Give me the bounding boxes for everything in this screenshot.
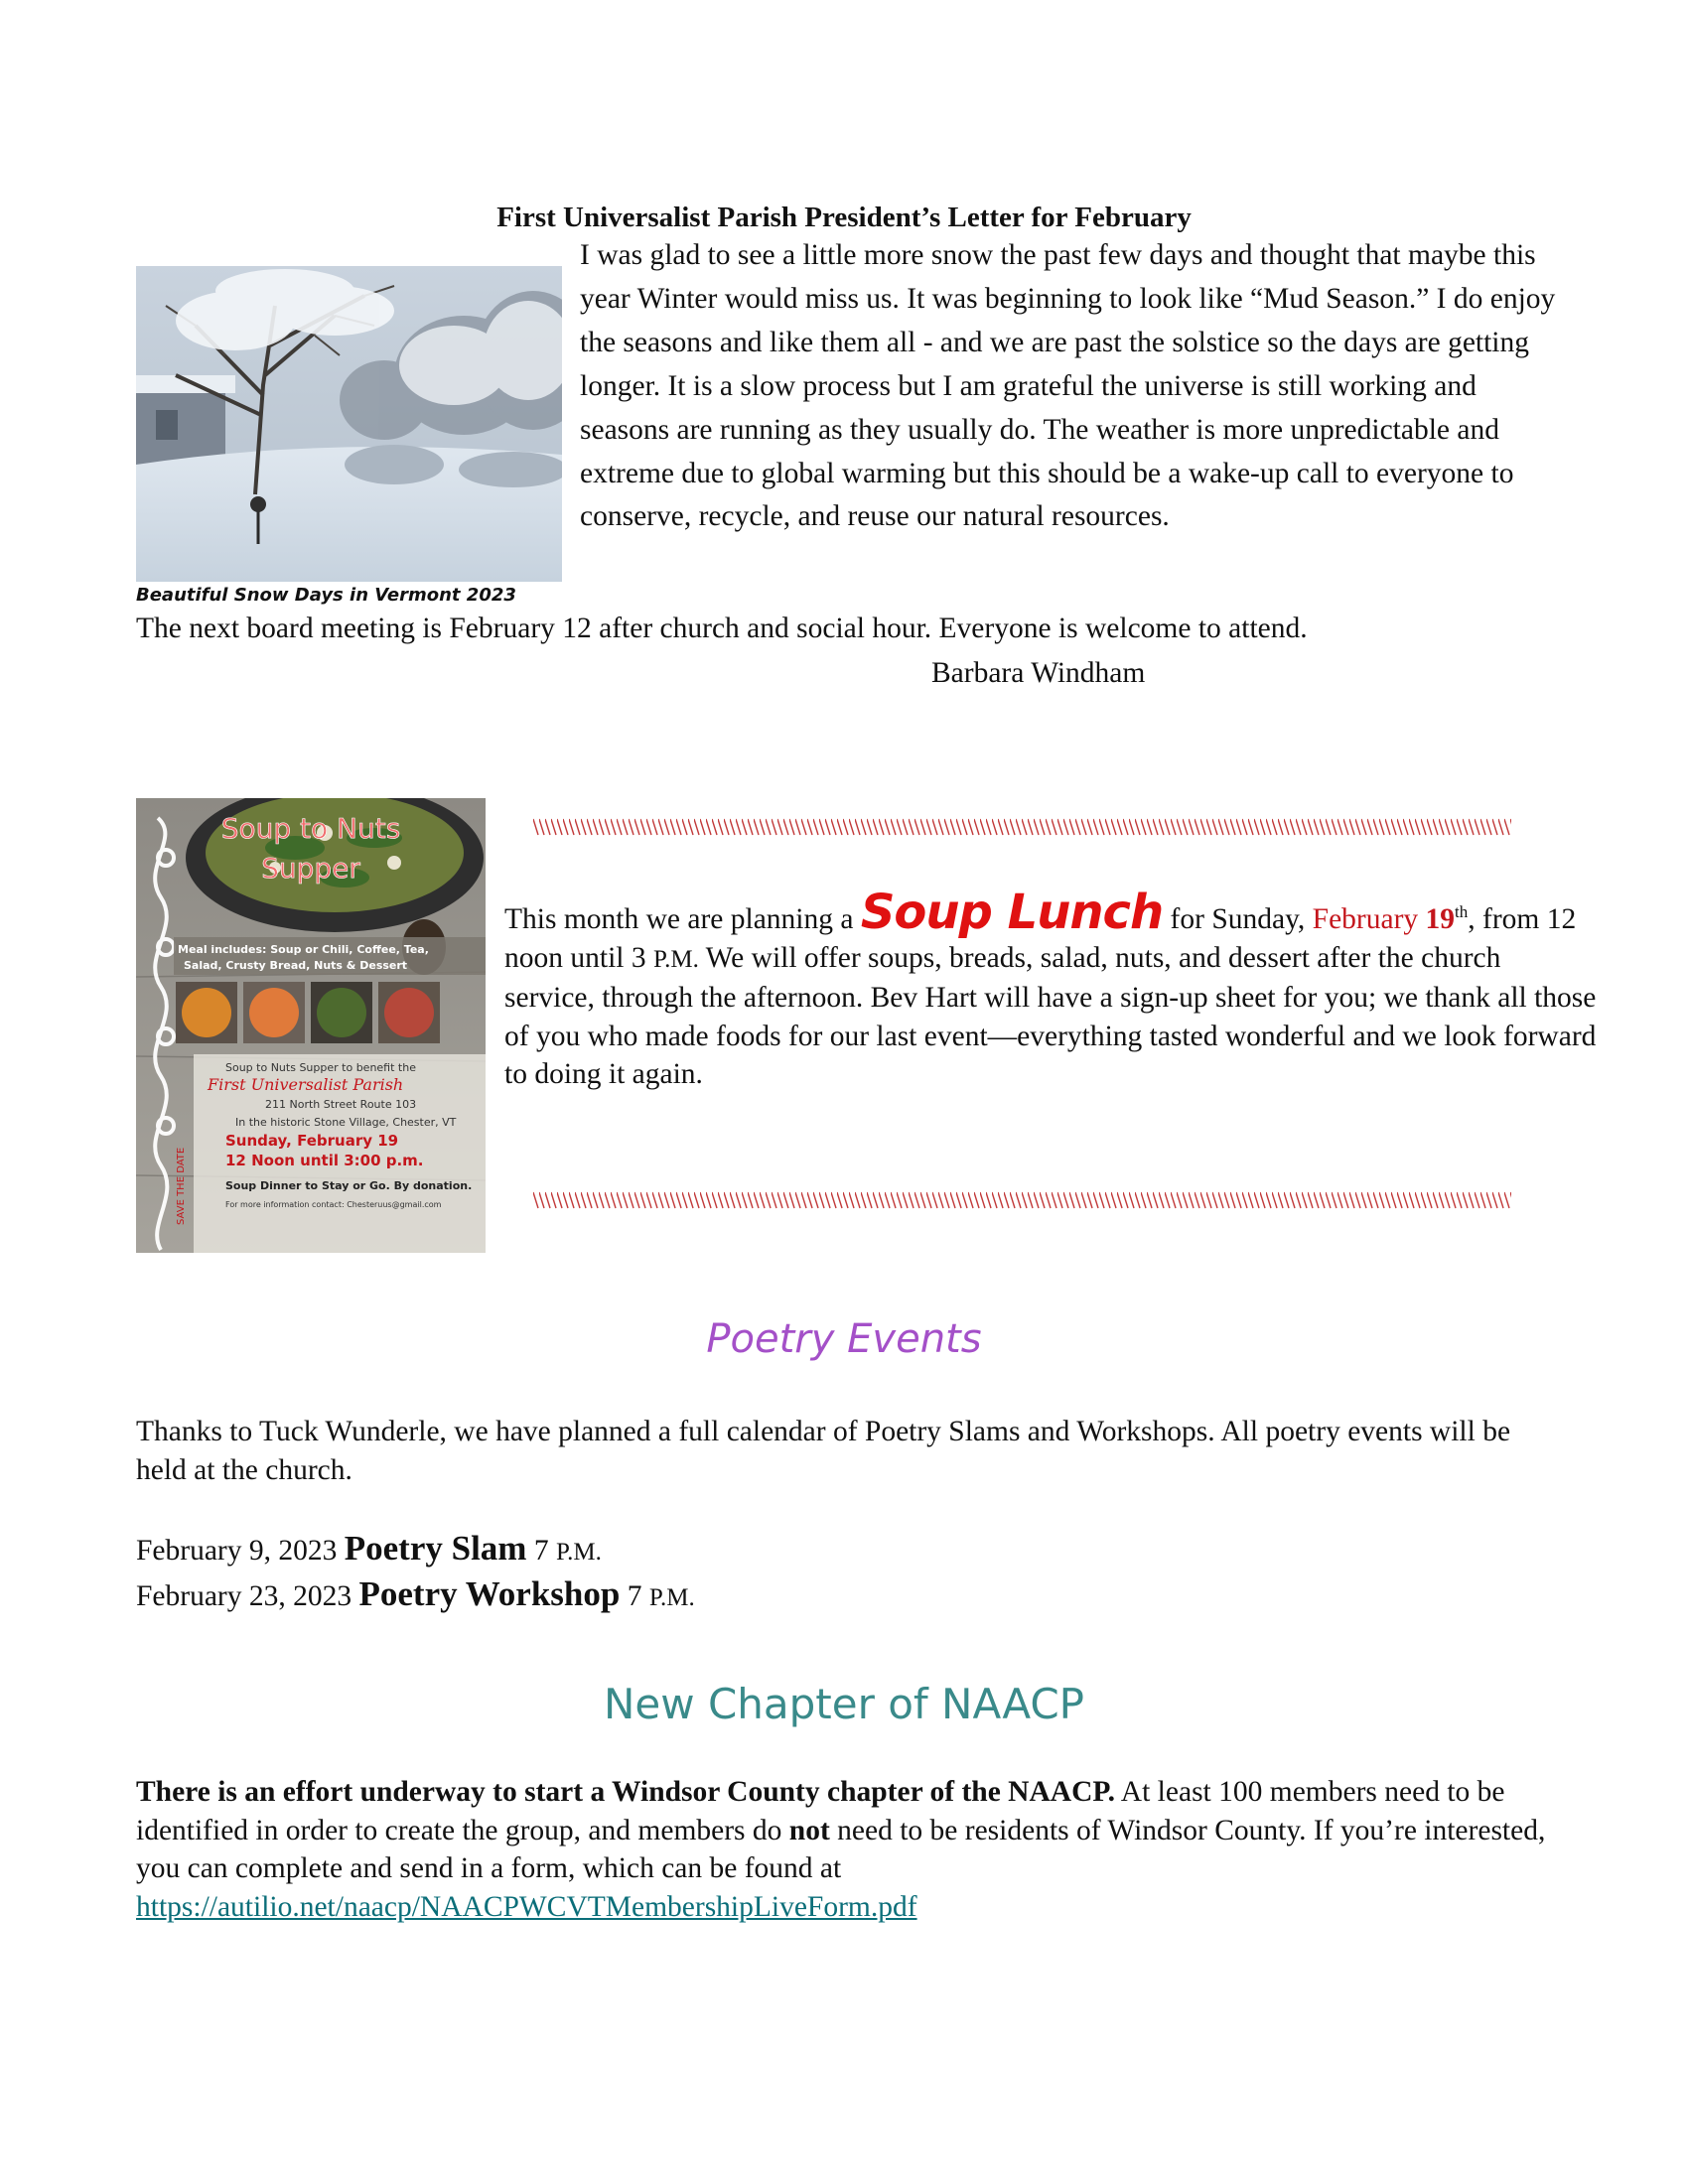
flyer-title-line1: Soup to Nuts xyxy=(220,812,401,845)
soup-date-day: 19 xyxy=(1425,903,1456,935)
soup-time-text: , from 12 noon until 3 xyxy=(504,903,1577,974)
poetry-event xyxy=(136,1574,695,1614)
event-name: Poetry Workshop xyxy=(358,1574,621,1613)
flyer-address: 211 North Street Route 103 xyxy=(265,1098,417,1111)
flyer-benefit: Soup to Nuts Supper to benefit the xyxy=(225,1061,416,1074)
poetry-intro: Thanks to Tuck Wunderle, we have planned a full calendar of Poetry Slams and Workshops. All poetry events will be held at the church. xyxy=(136,1416,1511,1486)
soup-date-suffix: th xyxy=(1455,902,1469,922)
event-time: 7 xyxy=(526,1535,556,1567)
naacp-heading: New Chapter of NAACP xyxy=(603,1680,1085,1728)
soup-lunch-text xyxy=(504,885,1597,1094)
flyer-meal-line2: Salad, Crusty Bread, Nuts & Dessert xyxy=(184,959,408,972)
soup-supper-flyer xyxy=(136,798,486,1253)
flyer-title-line2: Supper xyxy=(261,852,360,885)
naacp-lead: There is an effort underway to start a Windsor County chapter of the NAACP. xyxy=(136,1776,1116,1808)
flyer-contact: For more information contact: Chesteruus@gmail.com xyxy=(225,1200,442,1209)
naacp-text-1: At least 100 members need to be identified in order to create the group, and members do xyxy=(136,1776,1505,1846)
naacp-not: not xyxy=(788,1814,830,1846)
event-time: 7 xyxy=(620,1580,649,1612)
event-pm: P.M. xyxy=(648,1584,695,1611)
naacp-body xyxy=(136,1773,1546,1926)
flyer-date: Sunday, February 19 xyxy=(225,1132,399,1150)
flyer-parish: First Universalist Parish xyxy=(208,1075,404,1094)
snow-photo xyxy=(136,266,562,582)
poetry-heading: Poetry Events xyxy=(706,1316,982,1362)
event-pm: P.M. xyxy=(555,1539,602,1566)
photo-caption: Beautiful Snow Days in Vermont 2023 xyxy=(136,585,516,606)
decorative-zigzag-bottom xyxy=(533,1190,1511,1210)
letter-signature: Barbara Windham xyxy=(931,657,1146,689)
soup-rest-text: We will offer soups, breads, salad, nuts, and dessert after the church service, through the afternoon. Bev Hart will have a sign-up sheet for you; we thank all those of you who made foods for our last event—everything tasted wonderful and we look forward to doing it again. xyxy=(504,941,1597,1090)
letter-body: I was glad to see a little more snow the past few days and thought that maybe this year Winter would miss us. It was beginning to look like “Mud Season.” I do enjoy the seasons and like them all - and we are past the solstice so the days are getting longer. It is a slow process but I am grateful the universe is still working and seasons are running as they usually do. The weather is more unpredictable and extreme due to global warming but this should be a wake-up call to everyone to conserve, recycle, and reuse our natural resources. xyxy=(580,239,1556,533)
soup-for-text: for Sunday, xyxy=(1163,903,1313,935)
naacp-form-link[interactable]: https://autilio.net/naacp/NAACPWCVTMembershipLiveForm.pdf xyxy=(136,1890,917,1923)
flyer-dinner: Soup Dinner to Stay or Go. By donation. xyxy=(225,1179,473,1192)
naacp-text-2: need to be residents of Windsor County. If you’re interested, you can complete and send in a form, which can be found at xyxy=(136,1814,1546,1884)
letter-title: First Universalist Parish President’s Letter for February xyxy=(496,202,1192,233)
poetry-event xyxy=(136,1529,602,1569)
event-name: Poetry Slam xyxy=(344,1529,527,1568)
flyer-time: 12 Noon until 3:00 p.m. xyxy=(225,1152,424,1169)
event-date: February 9, 2023 xyxy=(136,1535,345,1567)
decorative-zigzag-top xyxy=(533,817,1511,837)
flyer-meal-line1: Meal includes: Soup or Chili, Coffee, Tea, xyxy=(178,943,429,956)
soup-date-month: February xyxy=(1312,903,1426,935)
event-date: February 23, 2023 xyxy=(136,1580,359,1612)
board-meeting-note: The next board meeting is February 12 after church and social hour. Everyone is welcome to attend. xyxy=(136,613,1308,644)
soup-intro-text: This month we are planning a xyxy=(504,903,861,935)
flyer-village: In the historic Stone Village, Chester, VT xyxy=(235,1116,457,1129)
soup-lunch-title: Soup Lunch xyxy=(860,885,1164,940)
soup-pm: P.M. xyxy=(652,945,699,973)
flyer-side-text: SAVE THE DATE xyxy=(176,1147,187,1225)
